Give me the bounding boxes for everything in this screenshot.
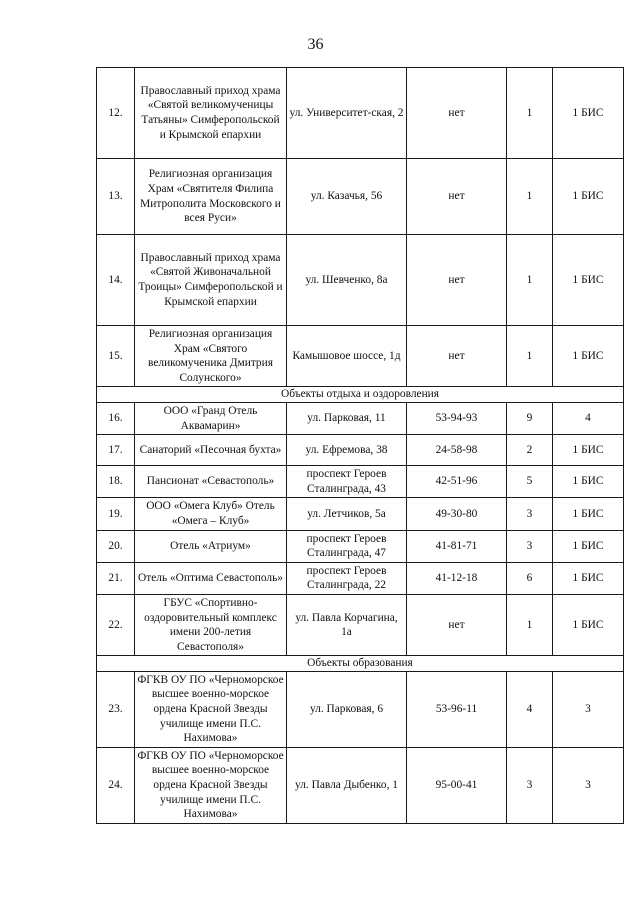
facility-quantity: 1: [507, 159, 553, 235]
facility-address: проспект Героев Сталинграда, 47: [287, 530, 407, 562]
table-row: [97, 68, 624, 159]
facility-type: 1 БИС: [553, 466, 624, 498]
facility-address: проспект Героев Сталинграда, 43: [287, 466, 407, 498]
facility-quantity: 1: [507, 326, 553, 387]
row-number: 18.: [97, 466, 135, 498]
facility-name: ГБУС «Спортивно-оздоровительный комплекс имени 200-летия Севастополя»: [135, 594, 287, 655]
facility-phone: нет: [407, 235, 507, 326]
facility-phone: 41-12-18: [407, 562, 507, 594]
facility-quantity: 5: [507, 466, 553, 498]
row-number: 16.: [97, 402, 135, 434]
facility-name: ООО «Омега Клуб» Отель «Омега – Клуб»: [135, 498, 287, 530]
facility-quantity: 9: [507, 402, 553, 434]
facility-quantity: 2: [507, 435, 553, 466]
table-row: [97, 235, 624, 326]
facility-phone: 53-96-11: [407, 671, 507, 747]
row-number: 21.: [97, 562, 135, 594]
table-row: [97, 402, 624, 434]
row-number: 22.: [97, 594, 135, 655]
facility-type: 1 БИС: [553, 594, 624, 655]
facility-name: ФГКВ ОУ ПО «Черноморское высшее военно-морское ордена Красной Звезды училище имени П.С. Нахимова»: [135, 671, 287, 747]
table-row: [97, 671, 624, 747]
facility-type: 1 БИС: [553, 498, 624, 530]
facility-name: Религиозная организация Храм «Святого великомученика Дмитрия Солунского»: [135, 326, 287, 387]
facility-quantity: 6: [507, 562, 553, 594]
facility-name: ФГКВ ОУ ПО «Черноморское высшее военно-морское ордена Красной Звезды училище имени П.С. Нахимова»: [135, 747, 287, 823]
section-title: Объекты образования: [97, 656, 624, 672]
row-number: 19.: [97, 498, 135, 530]
facility-phone: нет: [407, 68, 507, 159]
row-number: 23.: [97, 671, 135, 747]
table-row: [97, 498, 624, 530]
facility-address: ул. Летчиков, 5а: [287, 498, 407, 530]
table-row: [97, 747, 624, 823]
facility-type: 1 БИС: [553, 326, 624, 387]
table-row: [97, 530, 624, 562]
facility-address: ул. Парковая, 6: [287, 671, 407, 747]
facility-type: 4: [553, 402, 624, 434]
facility-quantity: 1: [507, 235, 553, 326]
facility-phone: 42-51-96: [407, 466, 507, 498]
page-number: 36: [307, 36, 324, 53]
section-header-education: [97, 656, 624, 672]
facility-name: Отель «Оптима Севастополь»: [135, 562, 287, 594]
row-number: 24.: [97, 747, 135, 823]
facility-type: 1 БИС: [553, 530, 624, 562]
facility-phone: 41-81-71: [407, 530, 507, 562]
facility-quantity: 1: [507, 594, 553, 655]
facility-address: ул. Университет-ская, 2: [287, 68, 407, 159]
table-row: [97, 435, 624, 466]
facility-address: Камышовое шоссе, 1д: [287, 326, 407, 387]
row-number: 14.: [97, 235, 135, 326]
row-number: 17.: [97, 435, 135, 466]
facility-phone: 53-94-93: [407, 402, 507, 434]
facility-quantity: 3: [507, 747, 553, 823]
facility-address: ул. Шевченко, 8а: [287, 235, 407, 326]
facility-address: ул. Павла Дыбенко, 1: [287, 747, 407, 823]
facility-name: ООО «Гранд Отель Аквамарин»: [135, 402, 287, 434]
facility-type: 3: [553, 671, 624, 747]
table-row: [97, 159, 624, 235]
table-row: [97, 466, 624, 498]
facility-address: ул. Ефремова, 38: [287, 435, 407, 466]
facility-quantity: 3: [507, 530, 553, 562]
facility-address: ул. Парковая, 11: [287, 402, 407, 434]
section-header-recreation: [97, 387, 624, 403]
facility-quantity: 3: [507, 498, 553, 530]
facility-phone: нет: [407, 159, 507, 235]
row-number: 12.: [97, 68, 135, 159]
facility-type: 1 БИС: [553, 159, 624, 235]
facility-type: 1 БИС: [553, 68, 624, 159]
facility-type: 1 БИС: [553, 435, 624, 466]
facility-type: 3: [553, 747, 624, 823]
facility-name: Православный приход храма «Святой великомученицы Татьяны» Симферопольской и Крымской епархии: [135, 68, 287, 159]
facility-name: Санаторий «Песочная бухта»: [135, 435, 287, 466]
facility-type: 1 БИС: [553, 562, 624, 594]
facility-phone: нет: [407, 594, 507, 655]
facility-phone: 49-30-80: [407, 498, 507, 530]
facility-type: 1 БИС: [553, 235, 624, 326]
row-number: 20.: [97, 530, 135, 562]
facility-quantity: 1: [507, 68, 553, 159]
facility-address: ул. Павла Корчагина, 1а: [287, 594, 407, 655]
facilities-table: [96, 67, 624, 824]
facility-name: Пансионат «Севастополь»: [135, 466, 287, 498]
facility-address: ул. Казачья, 56: [287, 159, 407, 235]
row-number: 13.: [97, 159, 135, 235]
facility-phone: нет: [407, 326, 507, 387]
table-row: [97, 562, 624, 594]
facility-phone: 95-00-41: [407, 747, 507, 823]
table-row: [97, 326, 624, 387]
row-number: 15.: [97, 326, 135, 387]
table-row: [97, 594, 624, 655]
section-title: Объекты отдыха и оздоровления: [97, 387, 624, 403]
facility-phone: 24-58-98: [407, 435, 507, 466]
facility-name: Религиозная организация Храм «Святителя Филипа Митрополита Московского и всея Руси»: [135, 159, 287, 235]
facility-address: проспект Героев Сталинграда, 22: [287, 562, 407, 594]
facility-name: Отель «Атриум»: [135, 530, 287, 562]
facility-quantity: 4: [507, 671, 553, 747]
facility-name: Православный приход храма «Святой Живоначальной Троицы» Симферопольской и Крымской епархии: [135, 235, 287, 326]
